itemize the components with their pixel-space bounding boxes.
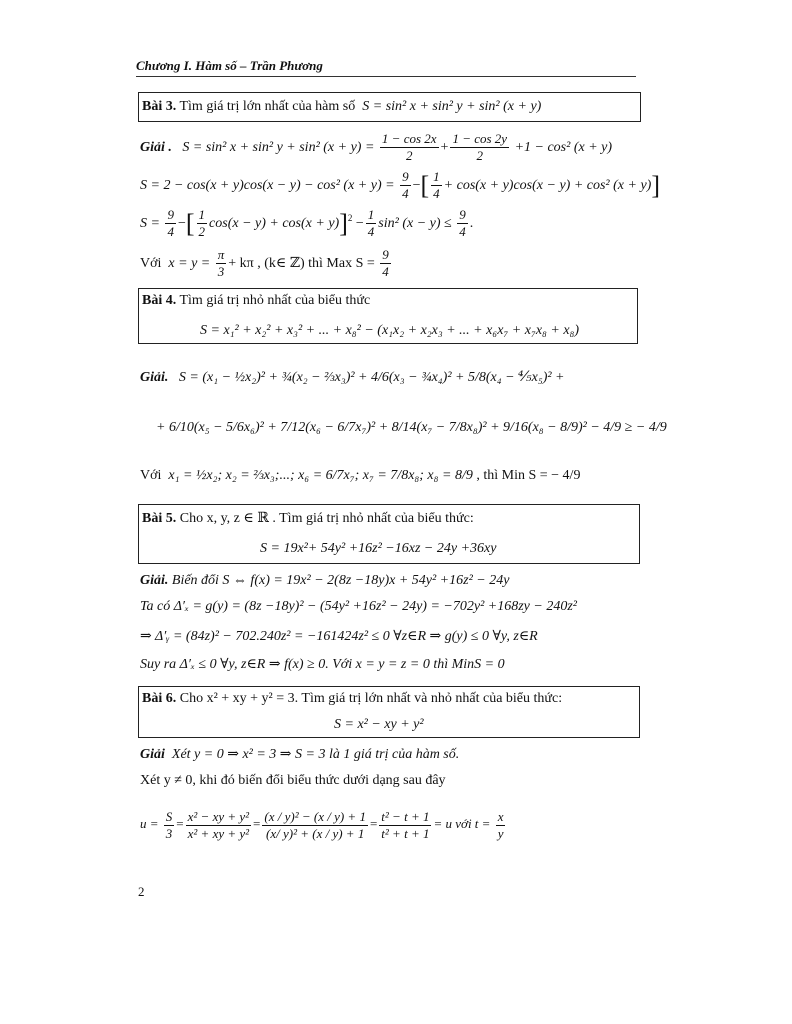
- bai3-with-expr: x = y =: [168, 256, 211, 271]
- frac-numerator: t² − t + 1: [381, 808, 430, 824]
- frac-numerator: S: [165, 808, 173, 824]
- bai4-with-label: Với: [140, 468, 162, 483]
- problem-5-prompt: Cho x, y, z ∈ ℝ . Tìm giá trị nhỏ nhất của biểu thức:: [179, 511, 474, 526]
- frac-numerator: x: [497, 808, 504, 824]
- bai4-solution-row-2: [156, 410, 667, 446]
- bai3-giai-label: Giải .: [140, 140, 172, 155]
- bai3-frac-7: [366, 207, 377, 240]
- frac-numerator: 1: [433, 169, 440, 185]
- frac-denominator: x² + xy + y²: [187, 825, 250, 841]
- frac-denominator: y: [497, 825, 504, 841]
- bai3-frac-9: [216, 247, 227, 280]
- frac-numerator: 9: [459, 207, 466, 223]
- bai5-solution-line-4: Suy ra Δ′ₓ ≤ 0 ∀y, z∈R ⇒ f(x) ≥ 0. Với x = y = z = 0 thì MinS = 0: [140, 657, 505, 672]
- bai3-solution-line-3: S = $\frac{9}{4}$ −[ $\frac{1}{2}$ cos(x − y) + cos(x + y)]$^2$ − $\frac{1}{4}$ sin² (x − y) ≤ $\frac{9}{4}$ .: [140, 207, 474, 240]
- bai3-frac-6: [197, 207, 208, 240]
- problem-6-label: Bài 6.: [142, 691, 177, 706]
- problem-4-prompt: Tìm giá trị nhỏ nhất của biểu thức: [179, 293, 371, 308]
- bai3-solution-line-2: S = 2 − cos(x + y)cos(x − y) − cos² (x + y) = $\frac{9}{4}$ −[ $\frac{1}{4}$ + cos(x + y)cos(x − y) + cos² (x + y)]: [140, 169, 661, 202]
- bai4-conclusion: [140, 458, 580, 494]
- bai3-line2-left: S = 2 − cos(x + y)cos(x − y) − cos² (x + y) =: [140, 178, 395, 193]
- frac-denominator: 3: [165, 825, 173, 841]
- bai6-solution-line-1: [140, 746, 459, 764]
- bai3-line1-left: S = sin² x + sin² y + sin² (x + y) =: [182, 140, 375, 155]
- frac-denominator: 4: [433, 186, 440, 202]
- bai3-line1-tail: +1 − cos² (x + y): [514, 140, 613, 155]
- frac-numerator: π: [217, 247, 225, 263]
- problem-3-statement: [142, 98, 541, 116]
- bai3-frac-1: [380, 131, 439, 164]
- bai4-with-expr: x₁ = ½x₂; x₂ = ⅔x₃;...; x₆ = 6/7x₇; x₇ = 7/8x₈; x₈ = 8/9: [168, 468, 473, 483]
- bai6-giai-label: Giải: [140, 747, 165, 762]
- bai3-solution-line-1: Giải . S = sin² x + sin² y + sin² (x + y) = $\frac{1 - \cos 2x}{2}$ + $\frac{1 - \cos 2y}{2}$ +1 − cos² (x + y): [140, 131, 613, 164]
- problem-6-statement: [142, 690, 562, 708]
- bai3-line3-mid: cos(x − y) + cos(x + y): [209, 216, 340, 231]
- bai4-giai-label: Giải.: [140, 370, 169, 385]
- frac-numerator: 9: [402, 169, 409, 185]
- frac-denominator: 4: [459, 224, 466, 240]
- problem-4-label: Bài 4.: [142, 293, 177, 308]
- bai6-frac-e: [496, 809, 506, 842]
- bai3-frac-8: [457, 207, 468, 240]
- bai5-solution-line-3: ⇒ Δ′ᵧ = (84z)² − 702.240z² = −161424z² ≤ 0 ∀z∈R ⇒ g(y) ≤ 0 ∀y, z∈R: [140, 629, 538, 644]
- frac-denominator: 4: [167, 224, 174, 240]
- bai3-frac-10: [380, 247, 391, 280]
- problem-3-expr: S = sin² x + sin² y + sin² (x + y): [362, 99, 542, 114]
- frac-denominator: 3: [217, 264, 225, 280]
- problem-5-statement: [142, 510, 474, 528]
- frac-denominator: (x/ y)² + (x / y) + 1: [266, 825, 365, 841]
- bai6-u-tail: = u với t =: [433, 816, 491, 831]
- bai3-frac-2: [450, 131, 509, 164]
- frac-denominator: 2: [198, 224, 206, 240]
- bai3-with-label: Với: [140, 256, 162, 271]
- frac-numerator: 1: [198, 207, 206, 223]
- frac-denominator: 4: [367, 224, 375, 240]
- bai5-giai-label: Giải.: [140, 573, 169, 588]
- header-rule: [136, 76, 636, 77]
- bai3-line3-left: S =: [140, 216, 160, 231]
- frac-denominator: 2: [405, 148, 413, 164]
- bai3-frac-5: [165, 207, 176, 240]
- bai6-frac-a: [164, 809, 175, 842]
- bai3-line2-bracket: + cos(x + y)cos(x − y) + cos² (x + y): [443, 178, 652, 193]
- frac-denominator: 2: [476, 148, 484, 164]
- bai4-solution-row-1: [140, 360, 565, 396]
- page-header: Chương I. Hàm số – Trần Phương: [136, 58, 323, 73]
- bai6-u-equation: u = $\frac{S}{3}$ = $\frac{\text{x² − xy + y²}}{\text{x² + xy + y²}}$ = $\frac{\text{(x / y)² − (x / y) + 1}}{\text{(x/ y)² + (x / y) + 1}}$ = $\frac{\text{t² − t + 1}}{\text{t² + t + 1}}$ = u với t = $\frac{x}{y}$: [140, 808, 504, 841]
- bai6-u-left: u =: [140, 816, 159, 831]
- frac-denominator: 4: [382, 264, 389, 280]
- bai4-with-tail: , thì Min S = − 4/9: [476, 468, 581, 483]
- frac-numerator: x² − xy + y²: [187, 808, 250, 824]
- bai4-row-1-expr: S = (x₁ − ½x₂)² + ¾(x₂ − ⅔x₃)² + 4/6(x₃ − ¾x₄)² + 5/8(x₄ − ⅘x₅)² +: [178, 370, 565, 385]
- problem-3-prompt: Tìm giá trị lớn nhất của hàm số: [179, 99, 356, 114]
- frac-numerator: 9: [382, 247, 389, 263]
- frac-denominator: 4: [402, 186, 409, 202]
- bai3-frac-4: [431, 169, 442, 202]
- frac-numerator: (x / y)² − (x / y) + 1: [264, 808, 366, 824]
- frac-denominator: t² + t + 1: [381, 825, 430, 841]
- bai4-row-2-expr: + 6/10(x₅ − 5/6x₆)² + 7/12(x₆ − 6/7x₇)² + 8/14(x₇ − 7/8x₈)² + 9/16(x₈ − 8/9)² − 4/9 ≥ − 4/9: [156, 420, 667, 435]
- bai6-frac-d: [379, 809, 431, 842]
- problem-6-prompt: Cho x² + xy + y² = 3. Tìm giá trị lớn nhất và nhỏ nhất của biểu thức:: [179, 691, 563, 706]
- frac-numerator: 1: [367, 207, 375, 223]
- bai5-line-1: Biến đổi S ⇔ f(x) = 19x² − 2(8z −18y)x + 54y² +16z² − 24y: [171, 573, 510, 588]
- bai5-solution-line-1: [140, 572, 509, 590]
- problem-5-label: Bài 5.: [142, 511, 177, 526]
- bai5-solution-line-2: Ta có Δ′ₓ = g(y) = (8z −18y)² − (54y² +16z² − 24y) = −702y² +168zy − 240z²: [140, 599, 577, 614]
- bai3-with-tail: + kπ , (k∈ ℤ) thì Max S =: [228, 256, 375, 271]
- problem-4-statement: [142, 292, 370, 310]
- bai6-line-1: Xét y = 0 ⇒ x² = 3 ⇒ S = 3 là 1 giá trị của hàm số.: [171, 747, 460, 762]
- problem-4-expr: S = x₁² + x₂² + x₃² + ... + x₈² − (x₁x₂ + x₂x₃ + ... + x₆x₇ + x₇x₈ + x₈): [200, 323, 580, 338]
- bai3-conclusion: [140, 244, 393, 284]
- bai6-solution-line-2: Xét y ≠ 0, khi đó biến đổi biểu thức dưới dạng sau đây: [140, 773, 446, 788]
- problem-6-expr: S = x² − xy + y²: [334, 717, 424, 732]
- bai3-line3-tail: sin² (x − y) ≤: [378, 216, 452, 231]
- problem-5-expr: S = 19x²+ 54y² +16z² −16xz − 24y +36xy: [260, 541, 497, 556]
- frac-numerator: 9: [167, 207, 174, 223]
- bai6-frac-b: [186, 809, 251, 842]
- bai3-frac-3: [400, 169, 411, 202]
- problem-3-label: Bài 3.: [142, 99, 177, 114]
- frac-numerator: 1 − cos 2y: [452, 131, 508, 147]
- page-number: 2: [138, 884, 145, 899]
- bai6-frac-c: [262, 809, 368, 842]
- frac-numerator: 1 − cos 2x: [381, 131, 437, 147]
